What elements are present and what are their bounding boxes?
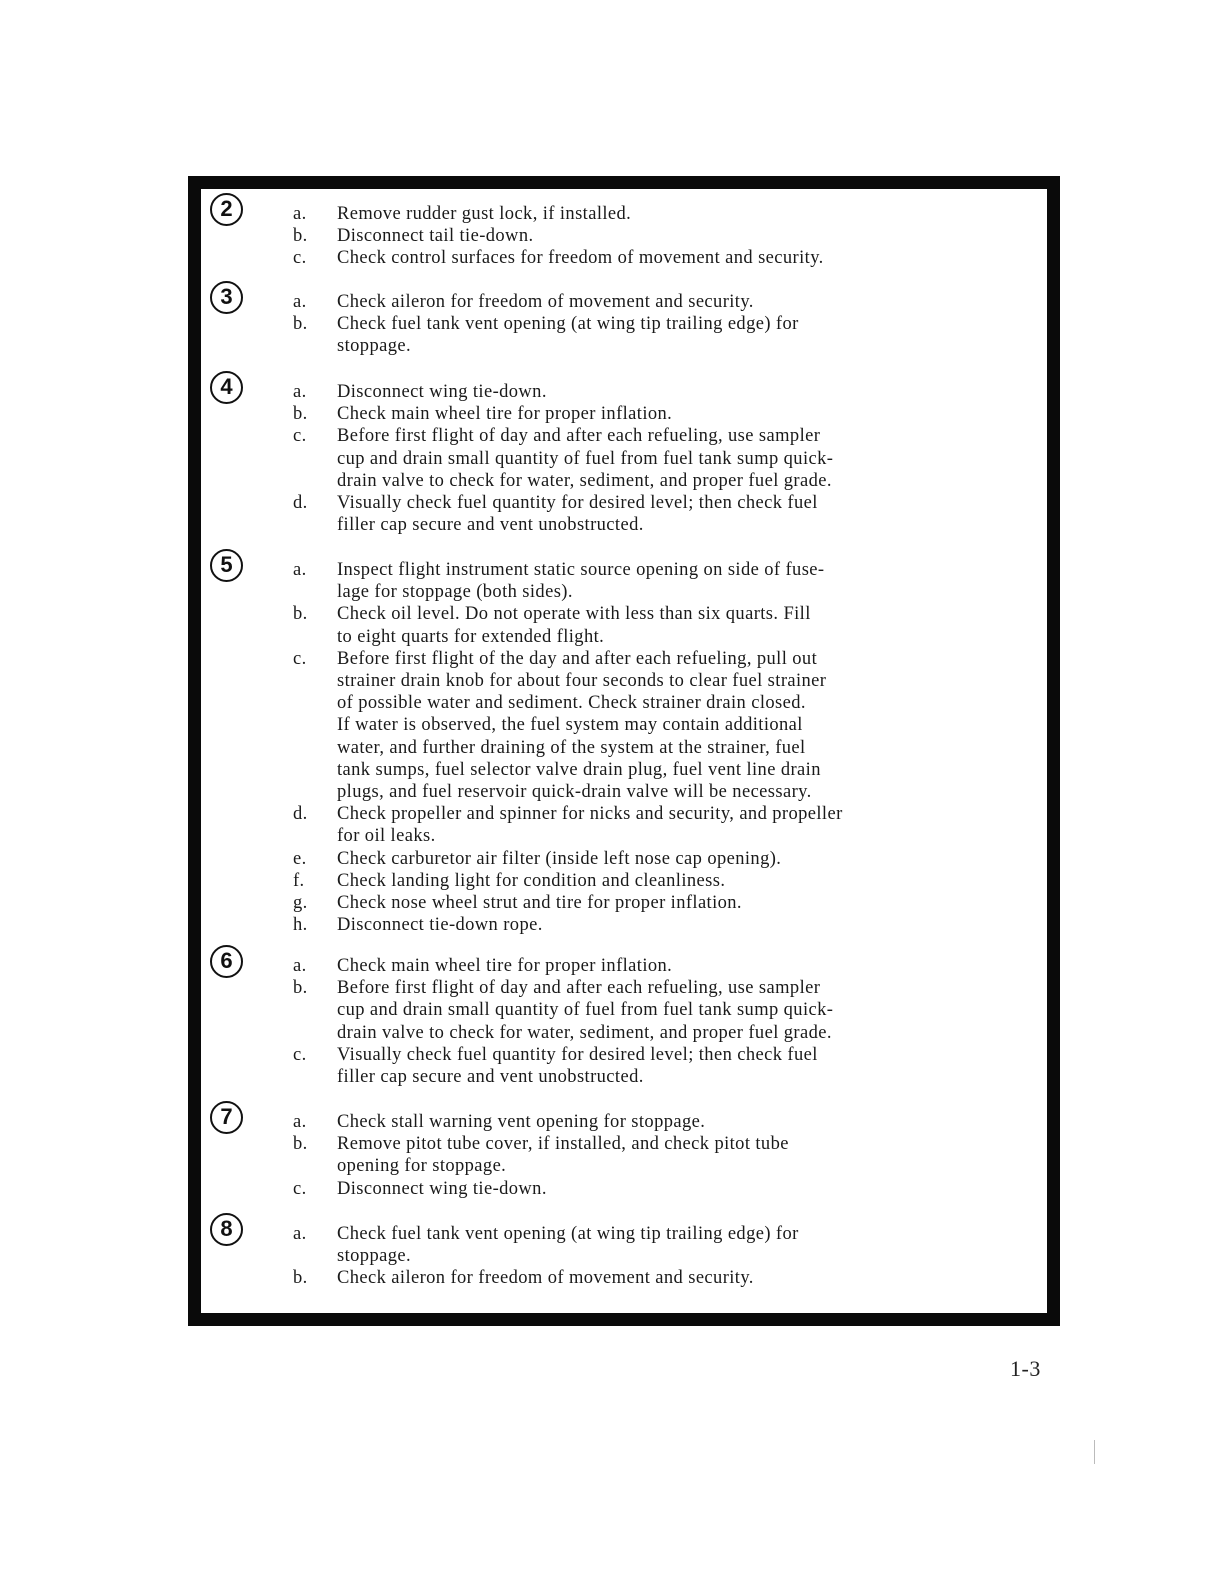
- item-letter: d.: [293, 493, 308, 514]
- item-text: Before first flight of the day and after each refueling, pull out strainer drain knob for about four seconds to clear fuel strainer of possible water and sediment. Check strainer drain closed. If water is observed, the fuel system may contain additional water, and further draining of the system at the strainer, fuel tank sumps, fuel selector valve drain plug, fuel vent line drain plugs, and fuel reservoir quick-drain valve will be necessary.: [337, 648, 827, 803]
- checklist-item: [293, 381, 993, 403]
- checklist-frame: [188, 176, 1060, 1326]
- checklist-item: [293, 291, 993, 313]
- item-text: Check aileron for freedom of movement and security.: [337, 1268, 754, 1289]
- checklist-item: [293, 870, 993, 892]
- item-letter: c.: [293, 1044, 307, 1065]
- checklist-item: [293, 1133, 993, 1177]
- item-letter: a.: [293, 956, 307, 976]
- step-number-badge: 4: [210, 371, 243, 404]
- item-text: Disconnect wing tie-down.: [337, 1178, 547, 1199]
- item-text: Check fuel tank vent opening (at wing tip trailing edge) for stoppage.: [337, 314, 799, 357]
- checklist-items: [293, 1111, 993, 1200]
- item-text: Check main wheel tire for proper inflation.: [337, 956, 673, 976]
- item-text: Remove pitot tube cover, if installed, and check pitot tube opening for stoppage.: [337, 1134, 789, 1177]
- item-text: Before first flight of day and after each refueling, use sampler cup and drain small quantity of fuel from fuel tank sump quick- drain valve to check for water, sediment, and proper fuel grade.: [337, 978, 834, 1043]
- page-number: 1-3: [1010, 1356, 1041, 1381]
- checklist-item: [293, 203, 993, 225]
- checklist-item: [293, 403, 993, 425]
- item-letter: a.: [293, 382, 307, 402]
- checklist-item: [293, 492, 993, 536]
- checklist-items: [293, 955, 993, 1088]
- item-text: Visually check fuel quantity for desired level; then check fuel filler cap secure and vent unobstructed.: [337, 1044, 818, 1088]
- item-text: Before first flight of day and after each refueling, use sampler cup and drain small quantity of fuel from fuel tank sump quick- drain valve to check for water, sediment, and proper fuel grade.: [337, 426, 834, 491]
- checklist-item: [293, 247, 993, 269]
- item-text: Check landing light for condition and cleanliness.: [337, 870, 726, 891]
- item-letter: a.: [293, 560, 307, 580]
- checklist-item: [293, 225, 993, 247]
- item-letter: a.: [293, 1224, 307, 1244]
- checklist-items: [293, 381, 993, 536]
- item-letter: a.: [293, 1112, 307, 1132]
- scan-edge-mark: [1094, 1440, 1095, 1464]
- item-text: Check carburetor air filter (inside left nose cap opening).: [337, 848, 782, 869]
- item-text: Disconnect wing tie-down.: [337, 382, 547, 402]
- item-letter: a.: [293, 204, 307, 224]
- checklist-items: [293, 559, 993, 936]
- step-number-badge: 8: [210, 1213, 243, 1246]
- item-letter: g.: [293, 893, 308, 914]
- item-letter: b.: [293, 314, 308, 335]
- checklist-item: [293, 803, 993, 847]
- item-letter: h.: [293, 915, 308, 936]
- checklist-items: [293, 1223, 993, 1290]
- item-text: Check aileron for freedom of movement and security.: [337, 292, 754, 312]
- item-text: Visually check fuel quantity for desired level; then check fuel filler cap secure and vent unobstructed.: [337, 493, 818, 536]
- item-letter: c.: [293, 426, 307, 447]
- item-text: Check stall warning vent opening for stoppage.: [337, 1112, 706, 1132]
- checklist-item: [293, 1223, 993, 1267]
- checklist-item: [293, 1267, 993, 1289]
- step-number-badge: 7: [210, 1101, 243, 1134]
- item-letter: b.: [293, 226, 308, 247]
- item-letter: f.: [293, 870, 305, 891]
- item-text: Check oil level. Do not operate with less than six quarts. Fill to eight quarts for extended flight.: [337, 604, 811, 647]
- checklist-item: [293, 648, 993, 803]
- item-letter: c.: [293, 648, 307, 669]
- item-text: Disconnect tail tie-down.: [337, 226, 534, 247]
- checklist-item: [293, 603, 993, 647]
- item-letter: b.: [293, 604, 308, 625]
- checklist-item: [293, 977, 993, 1044]
- checklist-item: [293, 1111, 993, 1133]
- item-letter: d.: [293, 804, 308, 825]
- item-letter: c.: [293, 248, 307, 269]
- item-text: Check nose wheel strut and tire for proper inflation.: [337, 893, 742, 914]
- item-letter: b.: [293, 1134, 308, 1155]
- checklist-item: [293, 559, 993, 603]
- item-text: Check main wheel tire for proper inflation.: [337, 404, 673, 425]
- item-letter: b.: [293, 404, 308, 425]
- item-letter: a.: [293, 292, 307, 312]
- item-letter: b.: [293, 1268, 308, 1289]
- checklist-item: [293, 914, 993, 936]
- item-text: Check control surfaces for freedom of movement and security.: [337, 248, 824, 269]
- step-number-badge: 2: [210, 193, 243, 226]
- item-text: Disconnect tie-down rope.: [337, 915, 543, 936]
- step-number-badge: 3: [210, 281, 243, 314]
- item-text: Check fuel tank vent opening (at wing tip trailing edge) for stoppage.: [337, 1224, 799, 1267]
- checklist-item: [293, 1178, 993, 1200]
- checklist-item: [293, 425, 993, 492]
- item-text: Inspect flight instrument static source opening on side of fuse- lage for stoppage (both sides).: [337, 560, 825, 603]
- step-number-badge: 6: [210, 945, 243, 978]
- checklist-items: [293, 203, 993, 270]
- checklist-item: [293, 1044, 993, 1088]
- item-letter: c.: [293, 1178, 307, 1199]
- checklist-items: [293, 291, 993, 358]
- item-letter: b.: [293, 978, 308, 999]
- item-letter: e.: [293, 848, 307, 869]
- step-number-badge: 5: [210, 549, 243, 582]
- checklist-item: [293, 892, 993, 914]
- checklist-item: [293, 955, 993, 977]
- item-text: Remove rudder gust lock, if installed.: [337, 204, 632, 224]
- item-text: Check propeller and spinner for nicks and security, and propeller for oil leaks.: [337, 804, 843, 847]
- checklist-item: [293, 313, 993, 357]
- checklist-item: [293, 848, 993, 870]
